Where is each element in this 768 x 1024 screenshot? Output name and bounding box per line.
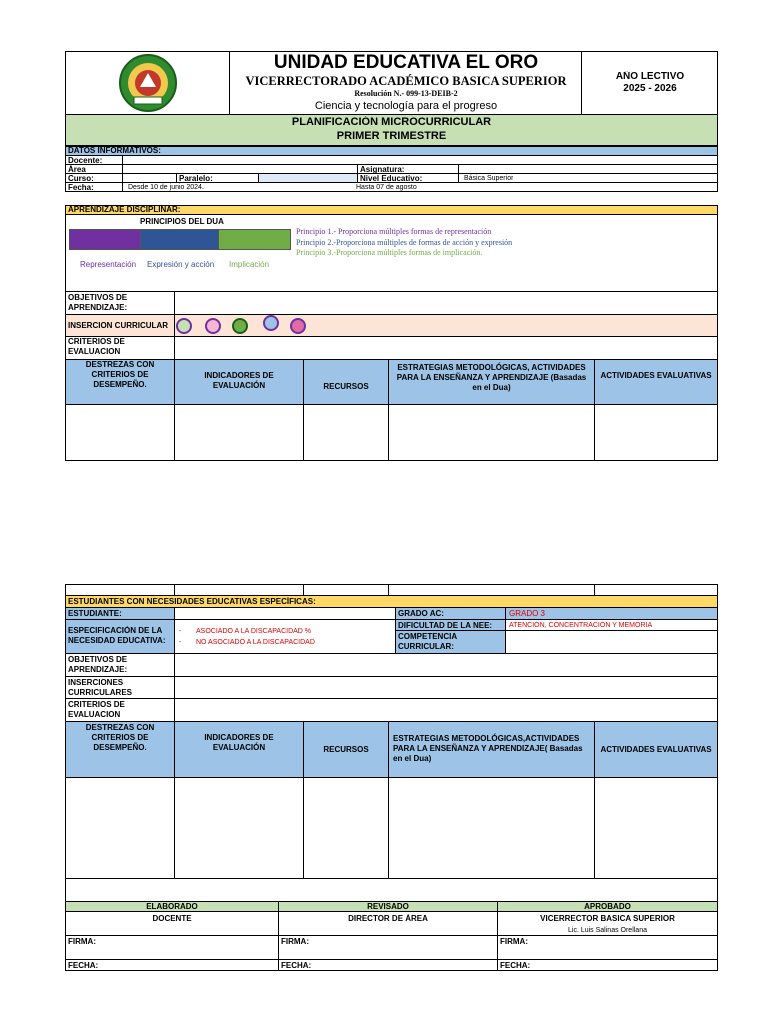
principle-1: Principio 1.- Proporciona múltiples formas de representación — [296, 227, 492, 236]
nee-body-indicadores[interactable] — [174, 777, 304, 879]
dua-bar-3 — [218, 229, 291, 250]
nee-col-recursos: RECURSOS — [303, 721, 389, 778]
especificacion-field[interactable] — [174, 619, 396, 654]
principle-3: Principio 3.-Proporciona múltiples formas de implicación. — [296, 248, 483, 257]
fecha-hasta: Hasta 07 de agosto — [356, 184, 417, 191]
sig-firma-3: FIRMA: — [500, 937, 528, 946]
no-asociado-dash: - — [179, 639, 182, 646]
fecha-field[interactable] — [122, 182, 718, 192]
nivel-value: Básica Superior — [464, 175, 514, 182]
docente-label: Docente: — [68, 156, 103, 165]
nee-criterios-label: CRITERIOS DE EVALUACION — [68, 700, 125, 719]
area-label: Área — [68, 165, 86, 174]
school-name: UNIDAD EDUCATIVA EL ORO — [273, 52, 539, 73]
insercion-icon-2 — [205, 318, 221, 334]
sig-firma-1-cell[interactable] — [65, 935, 279, 960]
principle-2: Principio 2.-Proporciona múltiples de formas de acción y expresión — [296, 238, 513, 247]
dua-bar-2 — [140, 229, 219, 250]
col-destrezas: DESTREZAS CON CRITERIOS DE DESEMPEÑO. — [65, 359, 175, 405]
nee-col-destrezas: DESTREZAS CON CRITERIOS DE DESEMPEÑO. — [65, 721, 175, 778]
nee-body-destrezas[interactable] — [65, 777, 175, 879]
criterios-label: CRITERIOS DE EVALUACION — [68, 337, 125, 356]
criterios-field[interactable] — [174, 336, 718, 360]
datos-label: DATOS INFORMATIVOS: — [68, 146, 161, 155]
col-recursos: RECURSOS — [303, 359, 389, 405]
body-recursos[interactable] — [303, 404, 389, 461]
dua-label-expresion: Expresión y acción — [147, 260, 215, 269]
dificultad-label: DIFICULTAD DE LA NEE: — [398, 621, 493, 630]
nee-criterios-field[interactable] — [174, 698, 718, 722]
aprendizaje-label: APRENDIZAJE DISCIPLINAR: — [68, 205, 181, 214]
sig-firma-1: FIRMA: — [68, 937, 96, 946]
asociado-option: ASOCIADO A LA DISCAPACIDAD % — [196, 628, 312, 635]
resolution: Resolución N.- 099-13-DEIB-2 — [354, 89, 458, 98]
estudiante-label: ESTUDIANTE: — [68, 609, 122, 618]
nee-body-estrategias[interactable] — [388, 777, 595, 879]
nee-col-estrategias: ESTRATEGIAS METODOLÓGICAS,ACTIVIDADES PARA LA ENSEÑANZA Y APRENDIZAJE( Basadas en el Dua) — [388, 721, 595, 778]
nee-col-indicadores: INDICADORES DE EVALUACIÓN — [174, 721, 304, 778]
sig-role-director: DIRECTOR DE ÁREA — [348, 914, 428, 923]
col-estrategias: ESTRATEGIAS METODOLÓGICAS, ACTIVIDADES PARA LA ENSEÑANZA Y APRENDIZAJE (Basadas en el Dua) — [388, 359, 595, 405]
sig-role-docente: DOCENTE — [152, 914, 192, 923]
nee-footer-row — [65, 878, 718, 902]
sig-revisado: REVISADO — [367, 902, 409, 911]
year-label: AÑO LECTIVO — [615, 71, 685, 82]
sig-firma-2: FIRMA: — [281, 937, 309, 946]
sig-fecha-2: FECHA: — [281, 961, 312, 970]
nee-title: ESTUDIANTES CON NECESIDADES EDUCATIVAS ESPECÍFICAS: — [68, 597, 316, 606]
nee-body-recursos[interactable] — [303, 777, 389, 879]
sig-vicerrector-name: Lic. Luis Salinas Orellana — [568, 927, 647, 934]
motto: Ciencia y tecnología para el progreso — [314, 100, 498, 112]
insercion-field[interactable] — [174, 314, 718, 337]
asociado-dash: - — [179, 628, 182, 635]
nee-col-actividades: ACTIVIDADES EVALUATIVAS — [594, 721, 718, 778]
fecha-desde: Desde 10 de junio 2024. — [128, 184, 204, 191]
objetivos-label: OBJETIVOS DE APRENDIZAJE: — [68, 293, 128, 312]
nee-objetivos-label: OBJETIVOS DE APRENDIZAJE: — [68, 655, 128, 674]
col-actividades: ACTIVIDADES EVALUATIVAS — [594, 359, 718, 405]
insercion-icon-1 — [176, 318, 192, 334]
plan-title: PLANIFICACIÓN MICROCURRICULAR — [291, 116, 492, 128]
insercion-icon-3 — [232, 318, 248, 334]
sig-firma-3-cell[interactable] — [497, 935, 718, 960]
insercion-label: INSERCION CURRICULAR — [68, 321, 168, 330]
sig-role-vicerrector: VICERRECTOR BASICA SUPERIOR — [540, 914, 675, 923]
sig-firma-2-cell[interactable] — [278, 935, 498, 960]
plan-term: PRIMER TRIMESTRE — [336, 130, 447, 142]
dua-label-representacion: Representación — [80, 260, 137, 269]
especificacion-label: ESPECIFICACIÓN DE LA NECESIDAD EDUCATIVA: — [68, 626, 166, 645]
dua-bar-1 — [69, 229, 141, 250]
vice-rectorate: VICERRECTORADO ACADÉMICO BASICA SUPERIOR — [245, 74, 567, 88]
competencia-label: COMPETENCIA CURRICULAR: — [398, 632, 457, 651]
header-logo-cell — [65, 51, 230, 115]
dua-title: PRINCIPIOS DEL DUA — [140, 217, 224, 226]
body-estrategias[interactable] — [388, 404, 595, 461]
grado-value: GRADO 3 — [509, 609, 546, 618]
sig-elaborado: ELABORADO — [146, 902, 198, 911]
nee-body-actividades[interactable] — [594, 777, 718, 879]
sig-aprobado: APROBADO — [584, 902, 631, 911]
fecha-label: Fecha: — [68, 183, 94, 192]
nee-inserciones-field[interactable] — [174, 676, 718, 699]
sig-fecha-3: FECHA: — [500, 961, 531, 970]
nee-inserciones-label: INSERCIONES CURRICULARES — [68, 678, 132, 697]
dificultad-value: ATENCIÓN, CONCENTRACIÓN Y MEMORIA — [509, 622, 653, 629]
year-value: 2025 - 2026 — [623, 83, 677, 94]
school-seal-logo — [118, 53, 178, 113]
body-indicadores[interactable] — [174, 404, 304, 461]
insercion-icon-4 — [263, 315, 279, 331]
body-destrezas[interactable] — [65, 404, 175, 461]
insercion-icon-5 — [290, 318, 306, 334]
paralelo-label: Paralelo: — [179, 174, 213, 183]
sig-fecha-1: FECHA: — [68, 961, 99, 970]
asignatura-label: Asignatura: — [360, 165, 405, 174]
competencia-field[interactable] — [505, 630, 718, 654]
nee-objetivos-field[interactable] — [174, 653, 718, 677]
body-actividades[interactable] — [594, 404, 718, 461]
col-indicadores: INDICADORES DE EVALUACIÓN — [174, 359, 304, 405]
grado-label: GRADO AC: — [398, 609, 444, 618]
objetivos-field[interactable] — [174, 291, 718, 315]
curso-label: Curso: — [68, 174, 94, 183]
no-asociado-option: NO ASOCIADO A LA DISCAPACIDAD — [196, 639, 315, 646]
nivel-label: Nivel Educativo: — [360, 174, 423, 183]
dua-label-implicacion: Implicación — [229, 260, 270, 269]
